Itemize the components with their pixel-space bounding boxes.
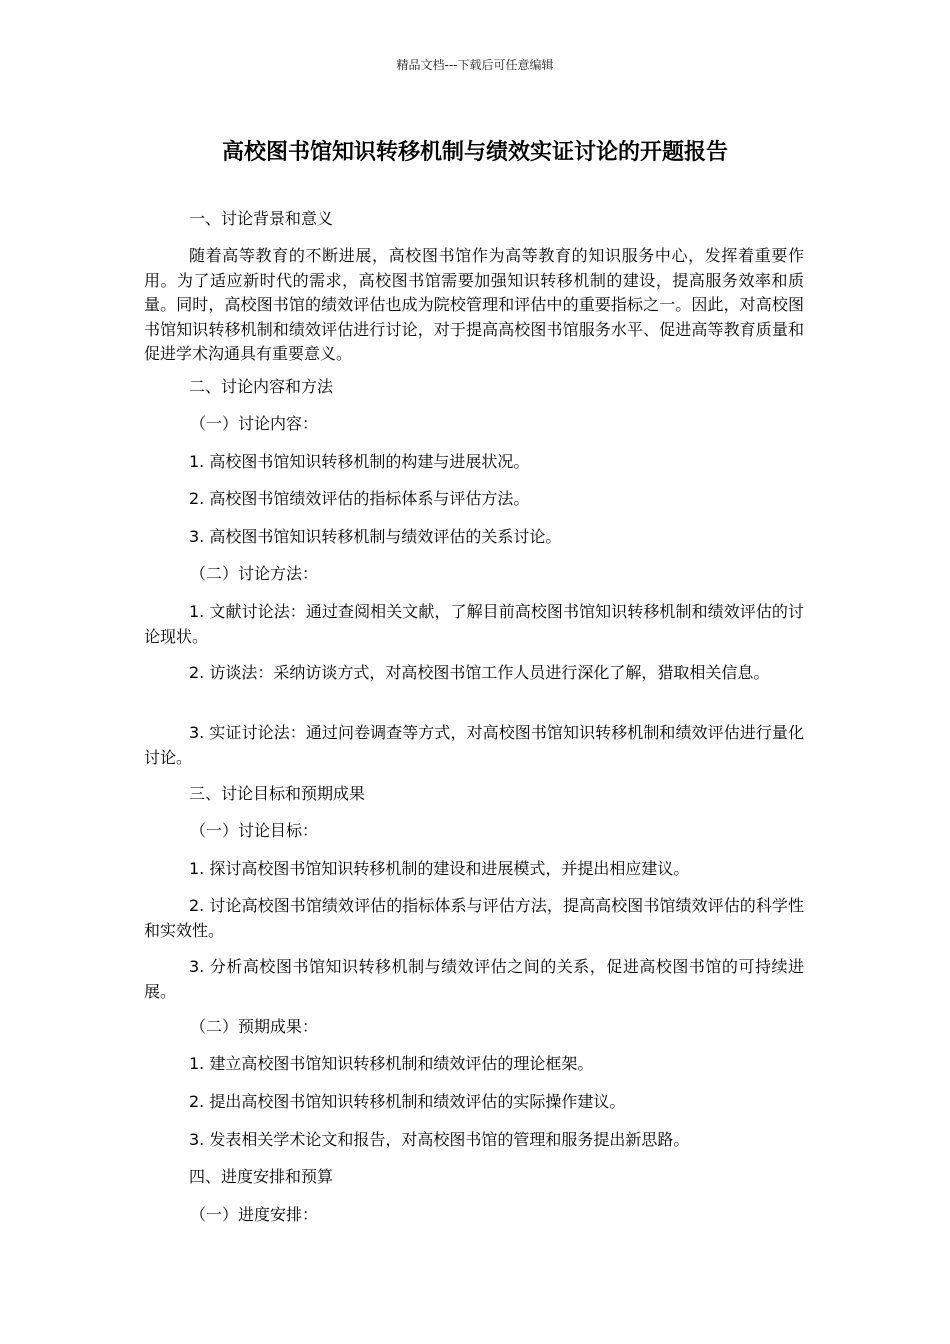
list-item: 3. 分析高校图书馆知识转移机制与绩效评估之间的关系，促进高校图书馆的可持续进展。 — [144, 957, 804, 1001]
list-item: 2. 讨论高校图书馆绩效评估的指标体系与评估方法，提高高校图书馆绩效评估的科学性和实效性。 — [144, 896, 804, 940]
list-item: 3. 发表相关学术论文和报告，对高校图书馆的管理和服务提出新思路。 — [189, 1130, 690, 1149]
background-paragraph: 随着高等教育的不断进展，高校图书馆作为高等教育的知识服务中心，发挥着重要作用。为了适应新时代的需求，高校图书馆需要加强知识转移机制的建设，提高服务效率和质量。同时，高校图书馆的绩效评估也成为院校管理和评估中的重要指标之一。因此，对高校图书馆知识转移机制和绩效评估进行讨论，对于提高高校图书馆服务水平、促进高等教育质量和促进学术沟通具有重要意义。 — [144, 246, 804, 363]
header-note: 精品文档---下载后可任意编辑 — [396, 58, 554, 72]
subsection-heading-method: （二）讨论方法： — [190, 564, 319, 583]
section-heading-1: 一、讨论背景和意义 — [189, 209, 334, 228]
subsection-heading-outcomes: （二）预期成果： — [190, 1017, 319, 1036]
list-item: 1. 高校图书馆知识转移机制的构建与进展状况。 — [189, 452, 530, 471]
subsection-heading-goals: （一）讨论目标： — [190, 821, 319, 840]
section-heading-4: 四、进度安排和预算 — [189, 1167, 334, 1186]
section-heading-2: 二、讨论内容和方法 — [189, 377, 334, 396]
subsection-heading-content: （一）讨论内容： — [190, 414, 319, 433]
list-item: 1. 建立高校图书馆知识转移机制和绩效评估的理论框架。 — [189, 1054, 594, 1073]
list-item: 3. 实证讨论法：通过问卷调查等方式，对高校图书馆知识转移机制和绩效评估进行量化讨论。 — [144, 723, 804, 767]
subsection-heading-schedule: （一）进度安排： — [190, 1205, 319, 1224]
list-item: 1. 文献讨论法：通过查阅相关文献，了解目前高校图书馆知识转移机制和绩效评估的讨论现状。 — [144, 602, 804, 646]
section-heading-3: 三、讨论目标和预期成果 — [189, 784, 366, 803]
list-item: 1. 探讨高校图书馆知识转移机制的建设和进展模式，并提出相应建议。 — [189, 859, 690, 878]
list-item: 2. 提出高校图书馆知识转移机制和绩效评估的实际操作建议。 — [189, 1092, 626, 1111]
list-item: 3. 高校图书馆知识转移机制与绩效评估的关系讨论。 — [189, 527, 562, 546]
document-title: 高校图书馆知识转移机制与绩效实证讨论的开题报告 — [221, 140, 728, 165]
list-item: 2. 高校图书馆绩效评估的指标体系与评估方法。 — [189, 489, 530, 508]
list-item: 2. 访谈法：采纳访谈方式，对高校图书馆工作人员进行深化了解，猎取相关信息。 — [189, 663, 770, 682]
